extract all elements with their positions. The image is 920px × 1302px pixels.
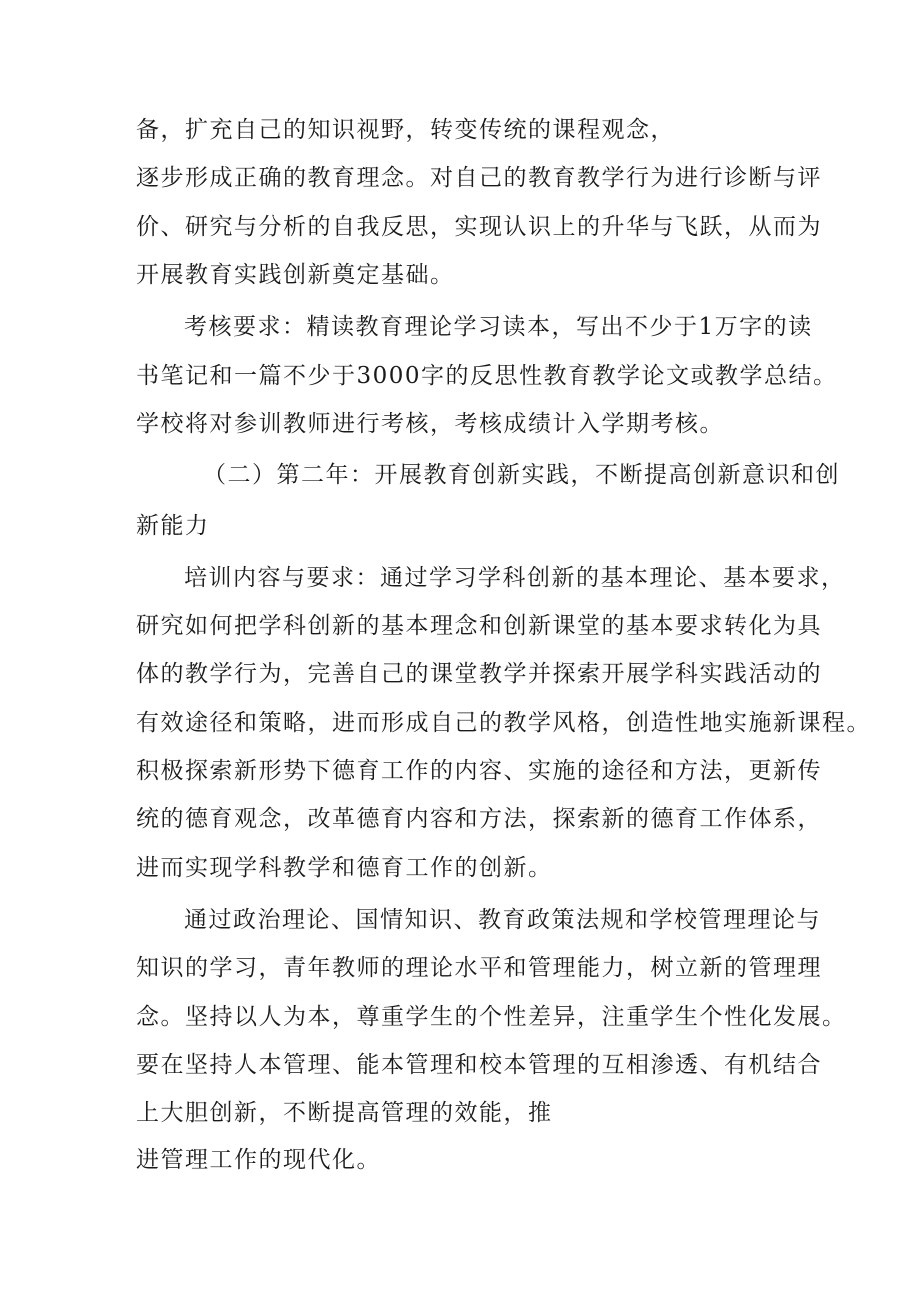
management-line-5: 上大胆创新，不断提高管理的效能，推	[136, 1100, 553, 1126]
management-line-1: 通过政治理论、国情知识、教育政策法规和学校管理理论与	[184, 907, 821, 933]
paragraph-line-4: 开展教育实践创新奠定基础。	[136, 262, 455, 288]
paragraph-line-2: 逐步形成正确的教育理念。对自己的教育教学行为进行诊断与评	[136, 165, 822, 191]
training-line-1: 培训内容与要求：通过学习学科创新的基本理论、基本要求，	[184, 565, 846, 591]
assessment-line-2: 书笔记和一篇不少于3000字的反思性教育教学论文或教学总结。	[136, 363, 838, 389]
training-line-7: 进而实现学科教学和德育工作的创新。	[136, 855, 553, 881]
assessment-line-3: 学校将对参训教师进行考核，考核成绩计入学期考核。	[136, 411, 724, 437]
management-line-6: 进管理工作的现代化。	[136, 1147, 381, 1173]
management-line-2: 知识的学习，青年教师的理论水平和管理能力，树立新的管理理	[136, 955, 822, 981]
training-line-5: 积极探索新形势下德育工作的内容、实施的途径和方法，更新传	[136, 758, 822, 784]
training-line-6: 统的德育观念，改革德育内容和方法，探索新的德育工作体系，	[136, 806, 822, 832]
section-heading-line-2: 新能力	[136, 513, 210, 539]
training-line-4: 有效途径和策略，进而形成自己的教学风格，创造性地实施新课程。	[136, 710, 871, 736]
training-line-2: 研究如何把学科创新的基本理念和创新课堂的基本要求转化为具	[136, 613, 822, 639]
management-line-3: 念。坚持以人为本，尊重学生的个性差异，注重学生个性化发展。	[136, 1004, 847, 1030]
training-line-3: 体的教学行为，完善自己的课堂教学并探索开展学科实践活动的	[136, 661, 822, 687]
paragraph-line-3: 价、研究与分析的自我反思，实现认识上的升华与飞跃，从而为	[136, 214, 822, 240]
paragraph-line-1: 备，扩充自己的知识视野，转变传统的课程观念，	[136, 117, 675, 143]
management-line-4: 要在坚持人本管理、能本管理和校本管理的互相渗透、有机结合	[136, 1052, 822, 1078]
assessment-line-1: 考核要求：精读教育理论学习读本，写出不少于1万字的读	[184, 314, 813, 340]
section-heading-line-1: （二）第二年：开展教育创新实践，不断提高创新意识和创	[203, 462, 840, 488]
